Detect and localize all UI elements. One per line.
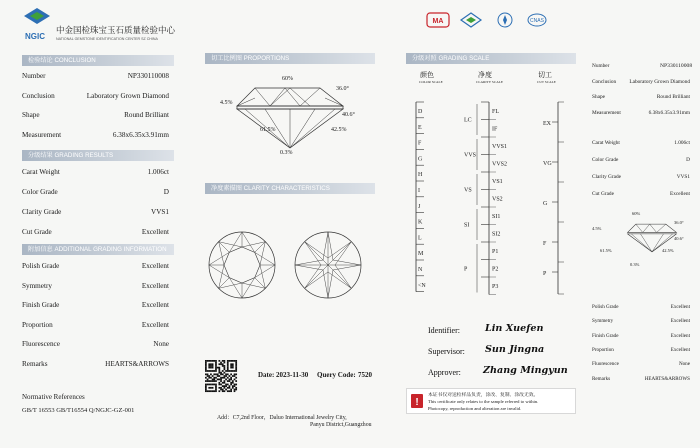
mini-prop-crown-height: 4.5% [592,226,602,231]
clarity-grade-8: P1 [492,249,499,255]
grading-row-label: Cut Grade [22,228,52,236]
color-grade-6: J [418,203,421,210]
svg-text:MA: MA [432,18,444,25]
additional-row-value: Excellent [141,262,169,270]
conclusion-row-value: Laboratory Grown Diamond [86,91,169,100]
cut-grade-0: EX [543,121,551,127]
mini-additional-row-label: Symmetry [592,318,614,325]
org-name-en: NATIONAL GEMSTONE IDENTIFICATION CENTER SZ CHINA [56,37,158,41]
mini-prop-table: 60% [632,211,641,216]
additional-row-value: Excellent [141,320,169,329]
conclusion-row-label: Conclusion [22,91,55,100]
notice-en-1: This certificate only relates to the sample referred to within. [428,399,539,404]
additional-row-value: None [153,340,169,348]
references-codes: GB/T 16553 GB/T16554 Q/NGJC-GZ-001 [22,407,135,414]
additional-row-label: Finish Grade [22,301,60,309]
prop-crown-height: 4.5% [220,100,233,106]
color-grade-9: M [418,251,424,258]
additional-row-label: Fluorescence [22,340,60,348]
clarity-grade-9: P2 [492,266,499,273]
cut-grade-3: F [543,241,547,247]
clarity-group-3: SI [464,222,470,229]
query-code: 7520 [358,371,372,379]
grading-row-value: 1.006ct [147,168,169,176]
section-additional: 附加信息 ADDITIONAL GRADING INFORMATION [22,244,174,255]
mini-prop-pavilion-depth: 61.5% [600,248,612,253]
conclusion-row-value: NP330110008 [127,72,169,80]
mini-grading-row-label: Carat Weight [592,140,620,146]
conclusion-row-value: Round Brilliant [124,111,169,119]
clarity-grade-3: VVS2 [492,161,508,168]
panel-mini-card [590,0,700,448]
mini-grading-row-label: Cut Grade [592,191,614,197]
mini-additional-row-label: Finish Grade [592,332,619,339]
mini-additional-row-label: Remarks [592,375,611,382]
panel-scale [390,0,590,448]
clarity-group-0: LC [464,117,472,124]
section-grading-results: 分级结果 GRADING RESULTS [22,150,174,161]
grading-row-label: Clarity Grade [22,208,62,216]
mini-conclusion-row-value: Round Brilliant [656,94,690,100]
notice-en-2: Photocopy, reproduction and alteration are invalid. [428,406,522,411]
prop-table: 60% [282,76,293,82]
grading-row-value: Excellent [141,228,169,236]
color-grade-8: L [418,235,422,242]
qr-code-icon [205,360,237,392]
clarity-grade-7: SI2 [492,231,501,238]
section-proportions: 切工比例图 PROPORTIONS [205,53,375,64]
color-grade-5: I [418,188,420,194]
grading-scale-lines [406,96,586,306]
mini-conclusion-row-label: Shape [592,94,605,100]
clarity-grade-10: P3 [492,284,499,290]
additional-row-label: Symmetry [22,281,52,290]
clarity-grade-6: SI1 [492,214,501,220]
mini-prop-girdle: 40.6° [674,236,684,241]
additional-row-value: HEARTS&ARROWS [105,359,169,368]
mini-grading-row-label: Color Grade [592,157,619,163]
references-title: Normative References [22,393,85,401]
mini-grading-row-value: D [686,157,690,163]
clarity-group-4: P [464,266,468,273]
clarity-scale-cn: 净度 [478,71,492,79]
mini-additional-row-value: Excellent [670,318,690,325]
cma-logo-icon [426,12,450,32]
color-grade-2: F [418,140,422,147]
clarity-grade-0: FL [492,109,500,115]
signature-name-2: Zhang Mingyun [483,365,568,376]
mini-conclusion-row-value: Laboratory Grown Diamond [629,78,690,85]
mini-additional-row-value: Excellent [670,332,690,339]
cut-scale-en: CUT SCALE [537,80,556,84]
ilac-logo-icon [494,12,516,32]
additional-row-value: Excellent [141,281,169,290]
mini-conclusion-row-label: Measurement [592,109,621,116]
ngic-logo-icon [24,8,50,30]
section-clarity: 净度素描图 CLARITY CHARACTERISTICS [205,183,375,194]
grading-row-label: Color Grade [22,188,58,196]
mini-grading-row-label: Clarity Grade [592,174,621,180]
color-grade-1: E [418,124,422,131]
signature-label-2: Approver: [428,368,461,377]
additional-row-label: Polish Grade [22,262,60,270]
signature-label-0: Identifier: [428,326,460,335]
clarity-diagram-crown [207,230,277,300]
color-grade-4: H [418,172,423,179]
svg-text:!: ! [415,397,419,408]
cnas-mark-icon [526,12,548,32]
color-grade-10: N [418,267,423,273]
mini-conclusion-row-label: Number [592,63,610,69]
mini-additional-row-value: Excellent [670,346,690,353]
mini-grading-row-value: VVS1 [676,174,690,180]
clarity-grade-5: VS2 [492,196,503,203]
panel-diagrams [190,0,390,448]
signature-name-1: Sun Jingna [485,344,545,355]
notice-cn: 本证书仅对送检样品负责，涂改、复制、涂改无效。 [428,393,539,398]
panel-results [0,0,190,448]
org-name-cn: 中金国检珠宝玉石质量检验中心 [56,26,176,36]
mini-additional-row-label: Polish Grade [592,304,619,310]
cnas-logo-icon [460,12,482,32]
mini-conclusion-row-value: 6.38x6.35x3.91mm [648,109,690,116]
section-grading-scale: 分级对照 GRADING SCALE [406,53,576,64]
color-scale-en: COLOR SCALE [419,80,443,84]
logo-text: NGIC [25,32,45,41]
prop-pavilion-angle: 42.5% [331,127,347,133]
grading-row-label: Carat Weight [22,168,60,176]
additional-row-label: Remarks [22,359,48,368]
conclusion-row-label: Measurement [22,130,62,139]
grading-row-value: D [163,188,169,196]
prop-culet: 0.3% [280,150,293,156]
color-grade-7: K [418,219,423,226]
mini-grading-row-value: 1.006ct [674,140,690,146]
color-grade-11: <N [418,282,426,289]
mini-additional-row-value: HEARTS&ARROWS [644,375,690,382]
signature-name-0: Lin Xuefen [485,323,544,334]
cut-scale-cn: 切工 [538,71,552,79]
mini-additional-row-value: None [678,361,690,368]
mini-additional-row-label: Proportion [592,346,614,353]
mini-grading-row-value: Excellent [669,191,690,197]
clarity-scale-en: CLARITY SCALE [476,80,503,84]
prop-crown-angle: 36.0° [336,86,349,92]
warning-icon [411,394,423,408]
date-value: 2023-11-30 [276,371,309,379]
additional-row-value: Excellent [141,301,169,309]
cut-grade-2: G [543,201,548,207]
mini-prop-culet: 0.3% [630,262,640,267]
mini-additional-row-label: Fluorescence [592,361,619,368]
clarity-diagram-pavilion [293,230,363,300]
color-grade-0: D [418,109,423,115]
cut-grade-1: VG [543,161,552,167]
address-line-1: Add：C7,2nd Floor，Daluo International Jewelry City, [217,415,347,421]
address-line-2: Panyu District,Guangzhou [310,422,372,428]
mini-prop-pavilion-angle: 42.5% [662,248,674,253]
prop-pavilion-depth: 61.5% [260,127,276,133]
mini-additional-row-value: Excellent [670,304,690,310]
cut-grade-4: P [543,271,547,277]
color-scale-cn: 颜色 [420,71,434,79]
mini-number: NP330110008 [660,63,693,69]
mini-conclusion-row-label: Conclusion [592,78,617,85]
color-grade-3: G [418,156,423,163]
clarity-grade-1: IF [492,126,498,133]
clarity-grade-2: VVS1 [492,144,508,150]
query-label: Query Code: [317,371,356,379]
section-conclusion: 检验结论 CONCLUSION [22,55,174,66]
svg-text:CNAS: CNAS [530,18,544,24]
conclusion-row-value: 6.38x6.35x3.91mm [112,130,169,139]
clarity-grade-4: VS1 [492,179,503,185]
grading-row-value: VVS1 [151,208,169,216]
conclusion-row-label: Number [22,72,46,80]
conclusion-row-label: Shape [22,111,40,119]
prop-girdle: 40.6° [342,112,355,118]
mini-prop-crown-angle: 36.0° [674,220,684,225]
additional-row-label: Proportion [22,320,53,329]
clarity-group-1: VVS [464,152,477,159]
signature-label-1: Supervisor: [428,347,465,356]
date-label: Date: [258,371,275,379]
clarity-group-2: VS [464,187,472,194]
